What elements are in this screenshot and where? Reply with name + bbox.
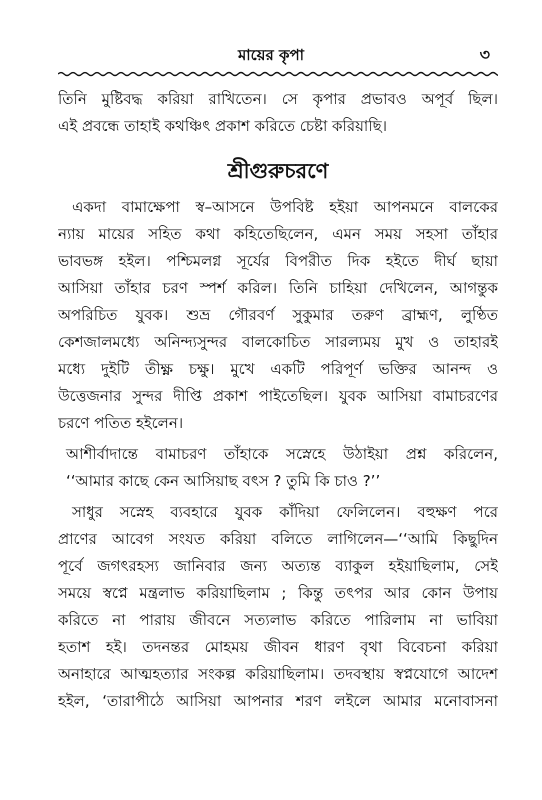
- page-number: ৩: [479, 45, 490, 64]
- quoted-line: ‘‘আমার কাছে কেন আসিয়াছ বৎস ? তুমি কি চাও ?’’: [66, 472, 381, 490]
- paragraph-line: পূর্বে জগৎরহস্য জানিবার জন্য অত্যন্ত ব্যাকুল হইয়াছিলাম, সেই: [58, 557, 498, 575]
- paragraph-line: হতাশ হই। তদনন্তর মোহময় জীবন ধারণ বৃথা বিবেচনা করিয়া: [58, 638, 498, 656]
- paragraph-line: সাধুর সস্নেহ ব্যবহারে যুবক কাঁদিয়া ফেলিলেন। বহুক্ষণ পরে: [72, 503, 498, 521]
- paragraph-line: করিতে না পারায় জীবনে সত্যলাভ করিতে পারিলাম না ভাবিয়া: [58, 611, 498, 629]
- intro-line: এই প্রবন্ধে তাহাই কথঞ্চিৎ প্রকাশ করিতে চেষ্টা করিয়াছি।: [58, 117, 388, 135]
- intro-line: তিনি মুষ্টিবদ্ধ করিয়া রাখিতেন। সে কৃপার প্রভাবও অপূর্ব ছিল।: [58, 90, 498, 108]
- running-head: [0, 44, 542, 66]
- paragraph-line: অনাহারে আত্মহত্যার সংকল্প করিয়াছিলাম। তদবস্থায় স্বপ্নযোগে আদেশ: [58, 665, 498, 683]
- wavy-divider: [58, 68, 498, 80]
- paragraph-line: চরণে পতিত হইলেন।: [58, 414, 184, 432]
- section-heading: শ্রীগুরুচরণে: [227, 159, 329, 183]
- body-text: [58, 86, 498, 715]
- paragraph-line: হইল, ‘তারাপীঠে আসিয়া আপনার শরণ লইলে আমার মনোবাসনা: [58, 692, 498, 710]
- paragraph-line: ভাবভঙ্গ হইল। পশ্চিমলগ্ন সূর্যের বিপরীত দিক হইতে দীর্ঘ ছায়া: [58, 252, 498, 270]
- running-title: মায়ের কৃপা: [237, 46, 305, 64]
- paragraph-line: আসিয়া তাঁহার চরণ স্পর্শ করিল। তিনি চাহিয়া দেখিলেন, আগন্তুক: [58, 279, 498, 297]
- paragraph-line: ন্যায় মায়ের সহিত কথা কহিতেছিলেন, এমন সময় সহসা তাঁহার: [58, 225, 498, 243]
- paragraph-line: কেশজালমধ্যে অনিন্দ্যসুন্দর বালকোচিত সারল্যময় মুখ ও তাহারই: [58, 333, 498, 351]
- paragraph-line: উত্তেজনার সুন্দর দীপ্তি প্রকাশ পাইতেছিল। যুবক আসিয়া বামাচরণের: [58, 387, 498, 405]
- paragraph-line: মধ্যে দুইটি তীক্ষ্ণ চক্ষু। মুখে একটি পরিপূর্ণ ভক্তির আনন্দ ও: [58, 360, 498, 378]
- paragraph-line: আশীর্বাদান্তে বামাচরণ তাঁহাকে সস্নেহে উঠাইয়া প্রশ্ন করিলেন,: [66, 445, 498, 463]
- paragraph-line: সময়ে স্বপ্নে মন্ত্রলাভ করিয়াছিলাম ; কিন্তু তৎপর আর কোন উপায়: [58, 584, 498, 602]
- paragraph-line: প্রাণের আবেগ সংযত করিয়া বলিতে লাগিলেন—‘‘আমি কিছুদিন: [58, 530, 498, 548]
- paragraph-line: একদা বামাক্ষেপা স্ব–আসনে উপবিষ্ট হইয়া আপনমনে বালকের: [72, 198, 498, 216]
- paragraph-line: অপরিচিত যুবক। শুভ্র গৌরবর্ণ সুকুমার তরুণ ব্রাহ্মণ, লুণ্ঠিত: [58, 306, 498, 324]
